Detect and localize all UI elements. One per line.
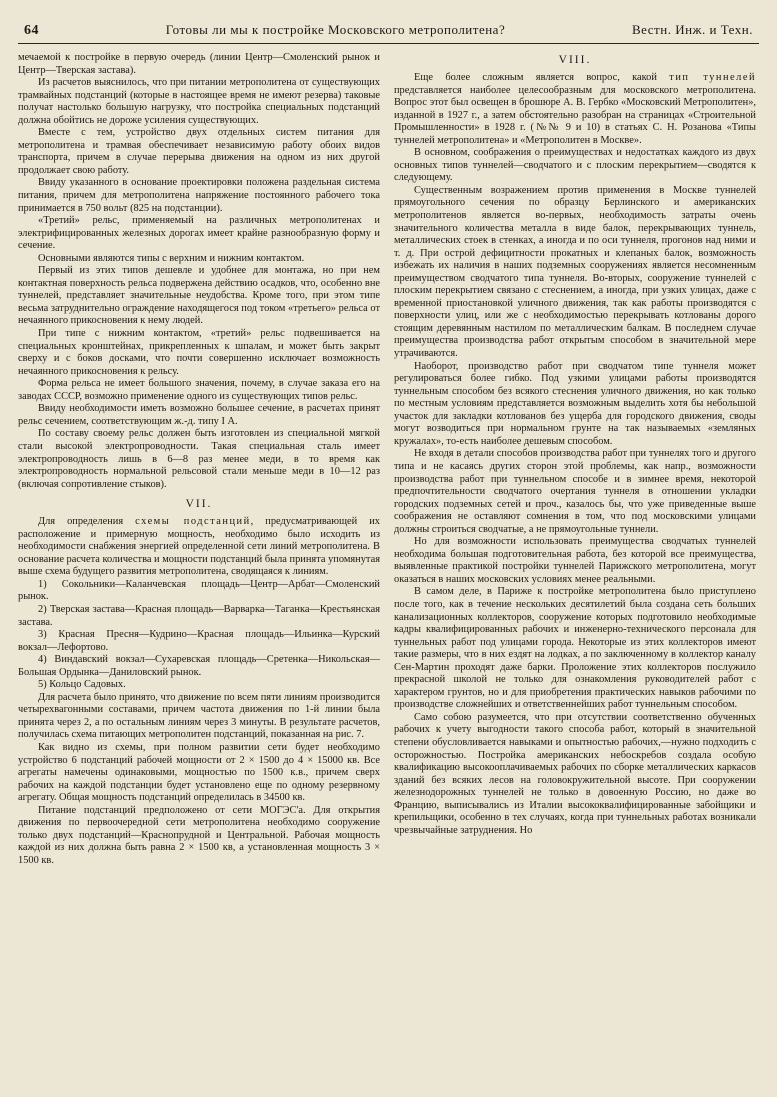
paragraph: мечаемой к постройке в первую очередь (линии Центр—Смоленский рынок и Центр—Тверская застава). [18,52,380,76]
paragraph [18,516,380,579]
list-item: 1) Сокольники—Каланчевская площадь—Центр—Арбат—Смоленский рынок. [18,578,380,603]
paragraph [394,72,756,147]
paragraph: Как видно из схемы, при полном развитии сети будет необходимо устройство 6 подстанций рабочей мощности от 2 × 1500 до 4 × 15000 кв. Все агрегаты намечены одинаковыми, мощностью по 1500 к.в., причем сверх рабочих на каждой подстанции будет установлено еще по одному резервному агрегату. Общая мощность подстанций определилась в 34500 кв. [18,741,380,804]
paragraph: Ввиду необходимости иметь возможно большее сечение, в расчетах принят рельс сечением, соответствующим ж.-д. типу I А. [18,403,380,427]
paragraph: В самом деле, в Париже к постройке метрополитена было приступлено после того, как в течение нескольких десятилетий была создана сеть больших канализационных коллекторов, сооружение которых подготовило необходимые кадры квалифицированных рабочих и инженерно-технического персонала для туннельных работ под улицами города. Некоторые из этих коллекторов имеют такие размеры, что в них ездят на лодках, а по заключенному в коллектор каналу Сен-Мартин проходят даже барки. Проложение этих коллекторов послужило прекрасной школой не только для ознакомления руководителей работ с характером грунтов, но и для приобретения практических навыков рабочими по производстве сложнейших и ответственнейших работ туннельным способом. [394,586,756,711]
page-number: 64 [24,23,39,38]
text-run: Еще более сложным является вопрос, какой [414,72,670,83]
paragraph: В основном, соображения о преимуществах и недостатках каждого из двух основных типов туннелей—сводчатого и с плоским перекрытием—сводятся к следующему. [394,147,756,184]
paragraph: Для расчета было принято, что движение по всем пяти линиям производится четырехвагонными составами, причем частота движения по 1-й линии была принята через 2, а по остальным линиям через 3 минуты. В результате расчетов, получилась схема питающих метрополитен подстанций, показанная на рис. 7. [18,691,380,741]
list-item: 2) Тверская застава—Красная площадь—Варварка—Таганка—Крестьянская застава. [18,603,380,628]
paragraph: Вместе с тем, устройство двух отдельных систем питания для метрополитена и трамвая обеспечивает независимую работу обоих видов транспорта, причем в случае перерыва движения на одном из них другой продолжает свою работу. [18,127,380,176]
two-column-body [18,52,759,867]
paragraph: Первый из этих типов дешевле и удобнее для монтажа, но при нем контактная поверхность рельса подвержена действию осадков, что, особенно вне туннелей, представляет значительные неудобства. Кроме того, при этом типе весьма затруднительно ограждение находящегося под током «третьего» рельса от нечаянного прикосновения к нему людей. [18,265,380,327]
paragraph: Само собою разумеется, что при отсутствии соответственно обученных рабочих к учету выгодности такого способа работ, который в значительной степени обусловливается навыками и опытностью рабочих,—нужно подходить с осторожностью. Постройка американских небоскребов создала особую квалификацию высокооплачиваемых рабочих по сборке металлических каркасов зданий без всяких лесов на головокружительной высоте. При сооружении железнодорожных туннелей не только в довоенную Россию, но даже во Францию, выписывались из Италии высококвалифицированные забойщики и крепильщики, особенно в тех случаях, когда при туннельных работах возникали чрезвычайные затруднения. Но [394,711,756,836]
spaced-term: тип туннелей [669,72,757,83]
paragraph: Существенным возражением против применения в Москве туннелей прямоугольного сечения по образцу Берлинского и американских метрополитенов является во-первых, необходимость затраты очень значительного количества металла в виде балок, перекрывающих туннель, металлических стоек в стенках, а иногда и по оси туннеля, прогонов над ними и т. д. При острой дефицитности прокатных и клепаных балок, возможность избежать их наличия в наших подземных сооружениях является несомненным преимуществом сводчатого типа туннеля. Во-вторых, сооружение туннелей с плоским перекрытием связано с стеснением, а иногда, при узких улицах, даже с временной приостановкой уличного движения, так как работы производятся с поверхности улиц, или же с необходимостью перекрывать котлованы дорого стоящим деревянным настилом по металлическим балкам. В последнем случае преимущества производства работ открытым способом в значительной мере утрачиваются. [394,184,756,360]
paragraph: Наоборот, производство работ при сводчатом типе туннеля может регулироваться более гибко. Под узкими улицами работы производятся туннельным способом без всякого стеснения уличного движения, но как только по местным условиям представляется возможным выделить хотя бы небольшой участок для закладки котлованов без ущерба для городского движения, своды могут возводиться при нормальном грунте на так называемых «земляных кружалах», то-есть наиболее дешевым способом. [394,360,756,447]
paragraph: «Третий» рельс, применяемый на различных метрополитенах и электрифицированных железных дорогах имеет крайне разнообразную форму и сечение. [18,215,380,252]
journal-name: Вестн. Инж. и Техн. [632,22,753,37]
text-run: Для определения [38,516,136,528]
paragraph: Питание подстанций предположено от сети МОГЭС'а. Для открытия движения по первоочередной сети метрополитена необходимо сооружение только двух подстанций—Краснопрудной и Центральной. Рабочая мощность каждой из них должна быть равна 2 × 1500 кв, а установленная мощность 3 × 1500 кв. [18,804,380,866]
list-item: 3) Красная Пресня—Кудрино—Красная площадь—Ильинка—Курский вокзал—Лефортово. [18,629,380,653]
text-run: представляется наиболее целесообразным для московского метрополитена. Вопрос этот был освещен в брошюре А. В. Гербко «Московский Метрополитен», изданной в 1927 г., а затем обстоятельно разобран на страницах «Строительной Промышленности» в 1928 г. (№№ 9 и 10) в статьях С. Н. Розанова «Типы туннелей метрополитена» и «Метрополитен в Москве». [394,84,756,146]
section-heading-vii: VII. [185,498,213,511]
paragraph: При типе с нижним контактом, «третий» рельс подвешивается на специальных кронштейнах, прикрепленных к шпалам, и может быть закрыт сверху и с боков досками, что почти совершенно исключает возможность нечаянного прикосновения к рельсу. [18,328,380,377]
paragraph: Основными являются типы с верхним и нижним контактом. [38,252,305,264]
running-title: Готовы ли мы к постройке Московского метрополитена? [165,22,506,37]
section-heading-viii: VIII. [558,54,592,66]
text-run: , предусматривающей их расположение и примерную мощность, необходимо было исходить из необходимости снабжения энергией определенной сети линий метрополитена. В основание расчета количества и мощности подстанций была принята упомянутая выше схема будущего развития метрополитена, сводящаяся к линиям. [18,516,380,578]
list-item: 5) Кольцо Садовых. [38,679,126,691]
paragraph: По составу своему рельс должен быть изготовлен из специальной мягкой стали высокой электропроводности. Такая специальная сталь имеет электропроводность лишь в 6—8 раз менее меди, в то время как электропроводность нормальной рельсовой стали меньше меди в 10—12 раз (включая сопротивление стыков). [18,428,380,490]
list-item: 4) Виндавский вокзал—Сухаревская площадь—Сретенка—Никольская—Большая Ордынка—Даниловский рынок. [18,654,380,678]
left-column [18,52,380,867]
paragraph: Из расчетов выяснилось, что при питании метрополитена от существующих трамвайных подстанций (которые в настоящее время не имеют резерва) таковые получат настолько большую нагрузку, что постройка специальных подстанций должна обойтись не дороже усиления существующих. [18,77,380,126]
paragraph: Ввиду указанного в основание проектировки положена раздельная система питания, причем для метрополитена напряжение постоянного рабочего тока принимается в 750 вольт (825 на подстанции). [18,177,380,214]
paragraph: Не входя в детали способов производства работ при туннелях того и другого типа и не касаясь других сторон этой проблемы, как напр., возможности производства работ при туннельном способе и в зимнее время, некоторой предпочтительности сводчатого очертания туннеля в отношении укладки городских подземных сетей и проч., казалось бы, что уже приведенные выше соображения не оставляют сомнения в том, что под московскими улицами должны строиться сводчатые, а не прямоугольные туннели. [394,448,756,535]
paragraph: Форма рельса не имеет большого значения, почему, в случае заказа его на заводах СССР, возможно применение одного из существующих типов рельс. [18,378,380,402]
running-header [18,22,759,44]
spaced-term: схемы подстанций [135,516,251,528]
right-column [394,52,756,867]
paragraph: Но для возможности использовать преимущества сводчатых туннелей необходима большая подготовительная работа, без которой все преимущества, выявленные практикой постройки туннелей Парижского метрополитена, могут оказаться в наших московских условиях менее реальными. [394,536,756,585]
